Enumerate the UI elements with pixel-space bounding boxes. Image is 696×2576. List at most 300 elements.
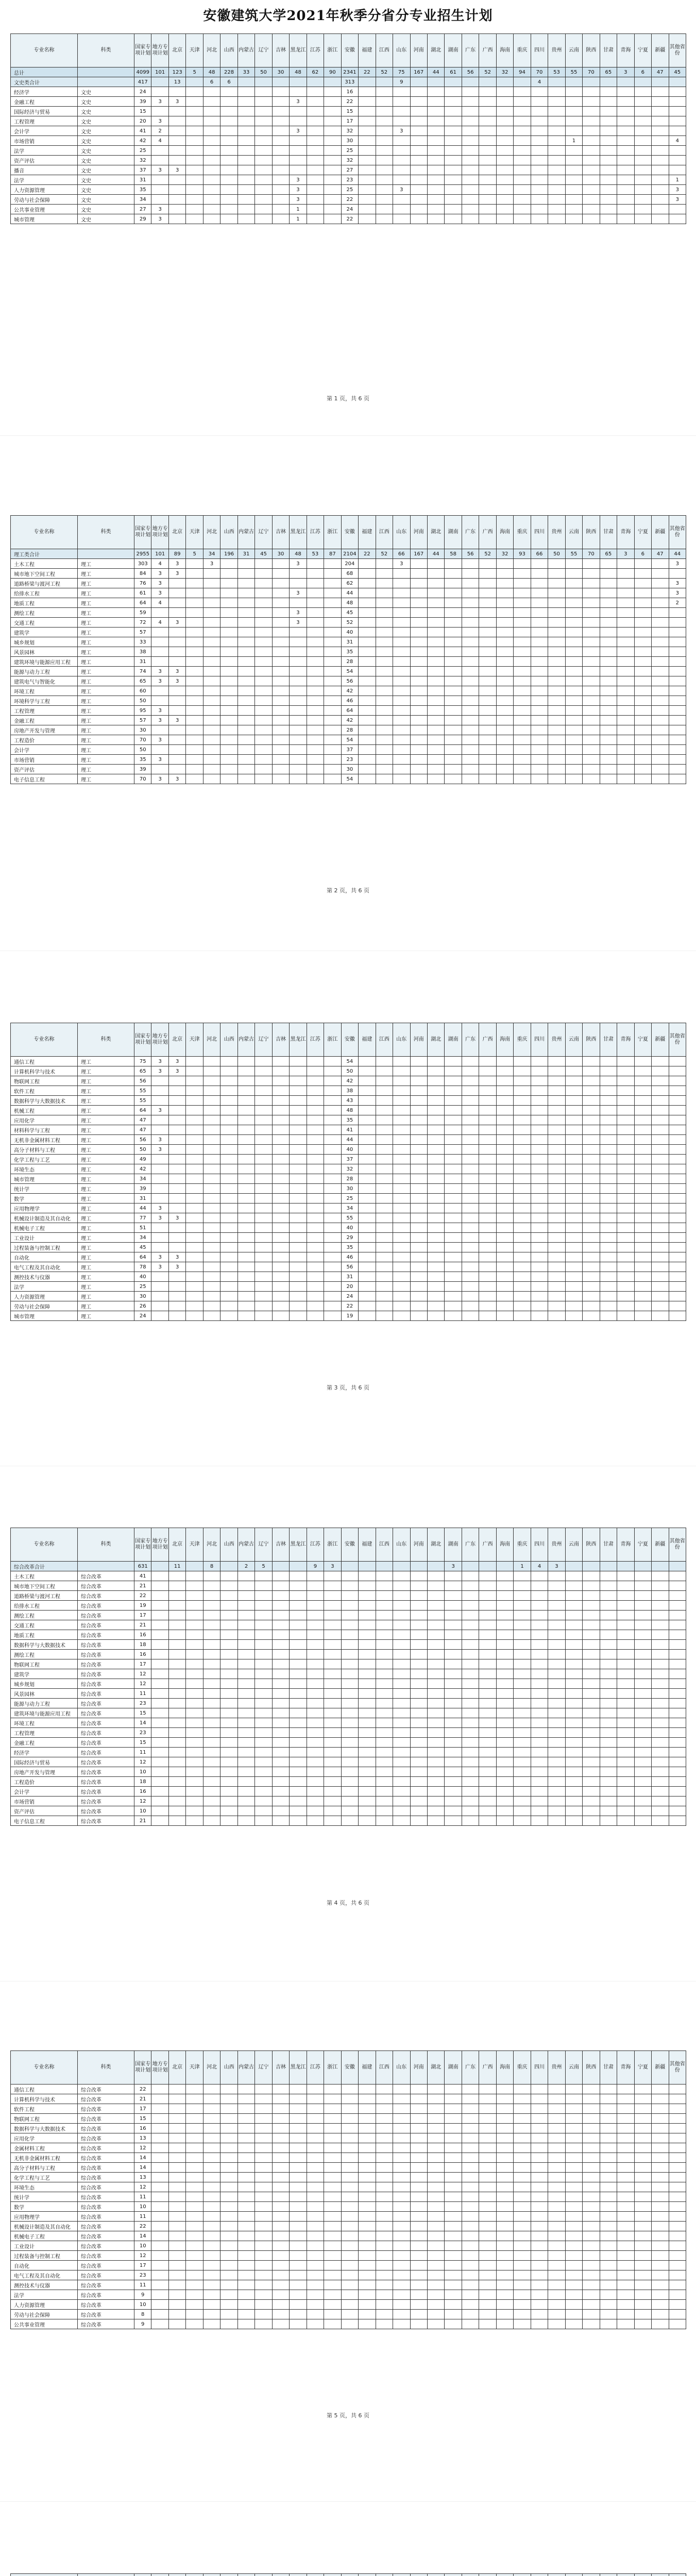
plan-count [393, 745, 410, 755]
plan-count [548, 205, 565, 214]
major-name: 数学 [11, 2202, 78, 2212]
plan-count [600, 1620, 617, 1630]
plan-count [186, 657, 203, 667]
plan-count [496, 1096, 513, 1106]
plan-count [237, 2212, 254, 2222]
plan-count [272, 1135, 289, 1145]
plan-count: 5 [255, 1562, 272, 1571]
plan-count [203, 667, 220, 676]
plan-count [617, 2143, 634, 2153]
plan-count [220, 559, 237, 569]
plan-count [496, 185, 513, 195]
plan-count: 11 [134, 1689, 151, 1699]
header-col: 山东 [393, 1023, 410, 1057]
plan-count [479, 2270, 496, 2280]
plan-count [617, 175, 634, 185]
plan-count [220, 706, 237, 716]
plan-count [255, 1292, 272, 1301]
plan-count [479, 755, 496, 765]
plan-count: 52 [376, 549, 393, 559]
header-col: 宁夏 [634, 1023, 651, 1057]
subject-type: 综合改革 [78, 1650, 134, 1659]
plan-count [462, 195, 479, 205]
plan-count [168, 637, 185, 647]
plan-count [410, 1640, 427, 1650]
plan-count [514, 755, 531, 765]
page-number: 第 4 页，共 6 页 [327, 1900, 369, 1906]
plan-count: 55 [565, 67, 582, 77]
plan-count [669, 2084, 686, 2094]
page-5 [10, 2050, 686, 2419]
plan-count [220, 598, 237, 608]
major-name: 机械工程 [11, 1106, 78, 1115]
plan-count [410, 628, 427, 637]
plan-count [600, 774, 617, 784]
plan-count [393, 136, 410, 146]
plan-count [341, 2124, 358, 2133]
plan-count [272, 1708, 289, 1718]
plan-count [237, 1777, 254, 1787]
plan-count [203, 569, 220, 579]
plan-count [583, 2163, 600, 2173]
plan-count [376, 608, 393, 618]
plan-count [272, 1243, 289, 1252]
major-name: 数学 [11, 1194, 78, 1204]
plan-count [445, 1106, 462, 1115]
plan-count [600, 1184, 617, 1194]
plan-count [669, 214, 686, 224]
plan-count [583, 1679, 600, 1689]
plan-count [427, 1115, 444, 1125]
plan-count [203, 205, 220, 214]
header-col: 辽宁 [255, 1528, 272, 1562]
plan-count [514, 1630, 531, 1640]
plan-count [237, 195, 254, 205]
plan-count [548, 657, 565, 667]
plan-count [290, 1301, 307, 1311]
table-row [11, 2173, 686, 2182]
plan-count [203, 2173, 220, 2182]
plan-count [600, 1611, 617, 1620]
plan-count [151, 1115, 168, 1125]
plan-count [427, 175, 444, 185]
plan-count [565, 2124, 582, 2133]
header-col: 重庆 [514, 1023, 531, 1057]
plan-count [255, 1659, 272, 1669]
plan-count: 75 [134, 1057, 151, 1066]
plan-count [427, 116, 444, 126]
plan-count [410, 2084, 427, 2094]
plan-count [634, 1591, 651, 1601]
plan-count [255, 2251, 272, 2261]
plan-count: 35 [341, 1243, 358, 1252]
plan-count [220, 2251, 237, 2261]
plan-count [272, 87, 289, 97]
plan-count [514, 1164, 531, 1174]
plan-count [634, 1581, 651, 1591]
plan-count [479, 579, 496, 588]
plan-count [341, 1728, 358, 1738]
header-col: 吉林 [272, 1528, 289, 1562]
plan-count [479, 2143, 496, 2153]
major-name: 机械电子工程 [11, 2231, 78, 2241]
plan-count [427, 667, 444, 676]
plan-count [220, 579, 237, 588]
plan-count [186, 1174, 203, 1184]
plan-count [290, 2270, 307, 2280]
plan-count [427, 1057, 444, 1066]
plan-count [151, 1174, 168, 1184]
plan-count [600, 2212, 617, 2222]
plan-count [583, 1233, 600, 1243]
plan-count [376, 214, 393, 224]
plan-count [600, 2124, 617, 2133]
plan-count [462, 608, 479, 618]
plan-count [376, 686, 393, 696]
plan-count [445, 2280, 462, 2290]
plan-count [255, 2202, 272, 2212]
plan-count [669, 608, 686, 618]
plan-count [237, 2124, 254, 2133]
plan-count [341, 2280, 358, 2290]
plan-count: 3 [290, 175, 307, 185]
plan-count [548, 1806, 565, 1816]
plan-count [514, 745, 531, 755]
table-row [11, 774, 686, 784]
plan-count [307, 1581, 324, 1591]
plan-count [186, 2300, 203, 2310]
major-name: 道路桥梁与渡河工程 [11, 579, 78, 588]
plan-count: 19 [341, 1311, 358, 1321]
plan-count [445, 765, 462, 774]
plan-count [255, 2222, 272, 2231]
plan-count [617, 2182, 634, 2192]
plan-count [565, 657, 582, 667]
plan-count [393, 1311, 410, 1321]
plan-count [376, 2104, 393, 2114]
plan-count [531, 1611, 548, 1620]
plan-count [307, 647, 324, 657]
plan-count [324, 2261, 341, 2270]
plan-count [445, 716, 462, 725]
plan-count [496, 1797, 513, 1806]
plan-count [168, 725, 185, 735]
plan-count [393, 1233, 410, 1243]
plan-count [445, 569, 462, 579]
plan-count [427, 1728, 444, 1738]
plan-count [272, 716, 289, 725]
plan-count [290, 1272, 307, 1282]
plan-count [410, 2124, 427, 2133]
table-row [11, 2114, 686, 2124]
plan-count [617, 1738, 634, 1748]
plan-count [652, 1174, 669, 1184]
plan-count: 29 [134, 214, 151, 224]
plan-count: 16 [134, 1650, 151, 1659]
plan-count [514, 1204, 531, 1213]
plan-count: 13 [134, 2173, 151, 2182]
plan-count: 34 [134, 1233, 151, 1243]
plan-count [514, 1611, 531, 1620]
plan-count [393, 2192, 410, 2202]
plan-count [617, 1174, 634, 1184]
plan-count [186, 2163, 203, 2173]
plan-count [359, 598, 376, 608]
plan-count [410, 1689, 427, 1699]
plan-count [583, 1650, 600, 1659]
plan-count [220, 1301, 237, 1311]
table-row [11, 637, 686, 647]
plan-count [290, 1562, 307, 1571]
plan-count [669, 1272, 686, 1282]
table-row [11, 1204, 686, 1213]
plan-count [255, 637, 272, 647]
plan-count [307, 2182, 324, 2192]
plan-count: 14 [134, 2163, 151, 2173]
plan-count [634, 1301, 651, 1311]
plan-count [203, 2192, 220, 2202]
plan-count [479, 1184, 496, 1194]
plan-count [272, 1718, 289, 1728]
plan-count [565, 1115, 582, 1125]
plan-count [307, 725, 324, 735]
major-name: 电子信息工程 [11, 1816, 78, 1826]
plan-count [548, 1640, 565, 1650]
plan-count [237, 1611, 254, 1620]
plan-count [324, 1601, 341, 1611]
plan-count [565, 1145, 582, 1155]
plan-count [324, 1620, 341, 1630]
plan-count [600, 1757, 617, 1767]
header-col [652, 2574, 669, 2576]
plan-count [376, 77, 393, 87]
plan-count: 93 [514, 549, 531, 559]
plan-count [393, 214, 410, 224]
table-row [11, 2084, 686, 2094]
header-col: 安徽 [341, 2051, 358, 2084]
plan-count [479, 2153, 496, 2163]
plan-count [186, 97, 203, 107]
plan-count [324, 1728, 341, 1738]
table-row [11, 146, 686, 156]
plan-count [634, 1311, 651, 1321]
plan-count [220, 1115, 237, 1125]
plan-count [341, 1699, 358, 1708]
major-name: 给排水工程 [11, 588, 78, 598]
plan-count [496, 146, 513, 156]
plan-count [237, 1125, 254, 1135]
plan-count [496, 579, 513, 588]
plan-count [255, 126, 272, 136]
plan-count [617, 774, 634, 784]
plan-count [272, 77, 289, 87]
plan-count [514, 1581, 531, 1591]
plan-count: 11 [134, 2280, 151, 2290]
plan-count [496, 1135, 513, 1145]
plan-count [445, 2094, 462, 2104]
plan-count [272, 2212, 289, 2222]
plan-count: 50 [548, 549, 565, 559]
plan-count [410, 1233, 427, 1243]
subject-type: 理工 [78, 716, 134, 725]
plan-count [324, 1174, 341, 1184]
plan-count [393, 1125, 410, 1135]
header-col: 江西 [376, 516, 393, 549]
header-col: 新疆 [652, 2051, 669, 2084]
plan-count [652, 1292, 669, 1301]
plan-count [583, 1640, 600, 1650]
plan-count: 65 [600, 549, 617, 559]
plan-count: 11 [134, 2212, 151, 2222]
plan-count [410, 1243, 427, 1252]
plan-count [237, 1223, 254, 1233]
plan-count [600, 116, 617, 126]
plan-count [531, 725, 548, 735]
plan-count [669, 1650, 686, 1659]
header-col [393, 2574, 410, 2576]
plan-count [272, 2231, 289, 2241]
plan-count [462, 647, 479, 657]
plan-count [652, 1252, 669, 1262]
plan-count [359, 2300, 376, 2310]
plan-count [220, 87, 237, 97]
plan-count [669, 618, 686, 628]
plan-count [427, 1292, 444, 1301]
plan-count [307, 1076, 324, 1086]
plan-count [307, 1164, 324, 1174]
plan-count [565, 1562, 582, 1571]
plan-count [462, 2163, 479, 2173]
plan-count [410, 1787, 427, 1797]
plan-count [496, 1611, 513, 1620]
plan-count [410, 2163, 427, 2173]
plan-count [565, 579, 582, 588]
header-col: 河北 [203, 34, 220, 67]
plan-count [220, 745, 237, 755]
plan-count [531, 1689, 548, 1699]
plan-count [496, 569, 513, 579]
plan-count [186, 1243, 203, 1252]
plan-count [151, 77, 168, 87]
plan-count [376, 1086, 393, 1096]
plan-count [376, 1728, 393, 1738]
subject-type: 理工 [78, 1155, 134, 1164]
plan-count [600, 1262, 617, 1272]
plan-count [151, 1611, 168, 1620]
plan-count [324, 1679, 341, 1689]
subject-type: 文史 [78, 175, 134, 185]
plan-count: 23 [134, 2270, 151, 2280]
plan-count [376, 706, 393, 716]
plan-count [324, 667, 341, 676]
table-row [11, 1292, 686, 1301]
plan-count [548, 579, 565, 588]
plan-count [531, 1728, 548, 1738]
plan-count [514, 657, 531, 667]
plan-count [220, 1262, 237, 1272]
plan-count [290, 2231, 307, 2241]
plan-count [600, 107, 617, 116]
plan-count [393, 2153, 410, 2163]
plan-count [168, 598, 185, 608]
plan-count [410, 2222, 427, 2231]
major-name: 环境生态 [11, 1164, 78, 1174]
plan-count [255, 77, 272, 87]
major-name: 工程造价 [11, 1777, 78, 1787]
plan-count [255, 2153, 272, 2163]
plan-count: 4 [669, 136, 686, 146]
plan-count [600, 716, 617, 725]
subtotal-row [11, 549, 686, 559]
plan-count [376, 2270, 393, 2280]
header-col: 江苏 [307, 1528, 324, 1562]
plan-count [203, 1679, 220, 1689]
plan-count [168, 1777, 185, 1787]
plan-count [617, 1816, 634, 1826]
plan-count [151, 1620, 168, 1630]
plan-count [600, 1767, 617, 1777]
plan-count [359, 1659, 376, 1669]
plan-count [376, 569, 393, 579]
plan-count [565, 1816, 582, 1826]
plan-count [617, 1115, 634, 1125]
plan-count: 27 [134, 205, 151, 214]
plan-count [600, 2114, 617, 2124]
plan-count [410, 1659, 427, 1669]
plan-count [186, 765, 203, 774]
plan-count [220, 1816, 237, 1826]
plan-count [514, 2212, 531, 2222]
plan-count: 3 [151, 1057, 168, 1066]
plan-count [514, 1728, 531, 1738]
plan-count [168, 628, 185, 637]
plan-count [479, 1757, 496, 1767]
plan-count [186, 2251, 203, 2261]
plan-count: 31 [341, 637, 358, 647]
plan-count [410, 1630, 427, 1640]
header-col: 国家专项计划 [134, 1528, 151, 1562]
plan-count [341, 1748, 358, 1757]
plan-count [652, 1630, 669, 1640]
plan-count [565, 2084, 582, 2094]
plan-count [634, 2212, 651, 2222]
plan-count [341, 1777, 358, 1787]
plan-count [479, 1213, 496, 1223]
plan-count [341, 1679, 358, 1689]
plan-count [583, 1252, 600, 1262]
plan-count [168, 608, 185, 618]
plan-count [496, 136, 513, 146]
plan-count [445, 1787, 462, 1797]
plan-count [583, 569, 600, 579]
plan-table [10, 2573, 686, 2576]
plan-count [496, 1708, 513, 1718]
plan-count [186, 1767, 203, 1777]
plan-count [514, 1135, 531, 1145]
plan-count [393, 1184, 410, 1194]
plan-count [445, 1164, 462, 1174]
header-col: 广西 [479, 1528, 496, 1562]
plan-count [548, 1659, 565, 1669]
plan-count [186, 2104, 203, 2114]
plan-count [410, 1601, 427, 1611]
plan-count [307, 1806, 324, 1816]
plan-count [548, 1581, 565, 1591]
plan-count [220, 755, 237, 765]
major-name: 地质工程 [11, 1630, 78, 1640]
plan-count [600, 2104, 617, 2114]
plan-count [427, 165, 444, 175]
